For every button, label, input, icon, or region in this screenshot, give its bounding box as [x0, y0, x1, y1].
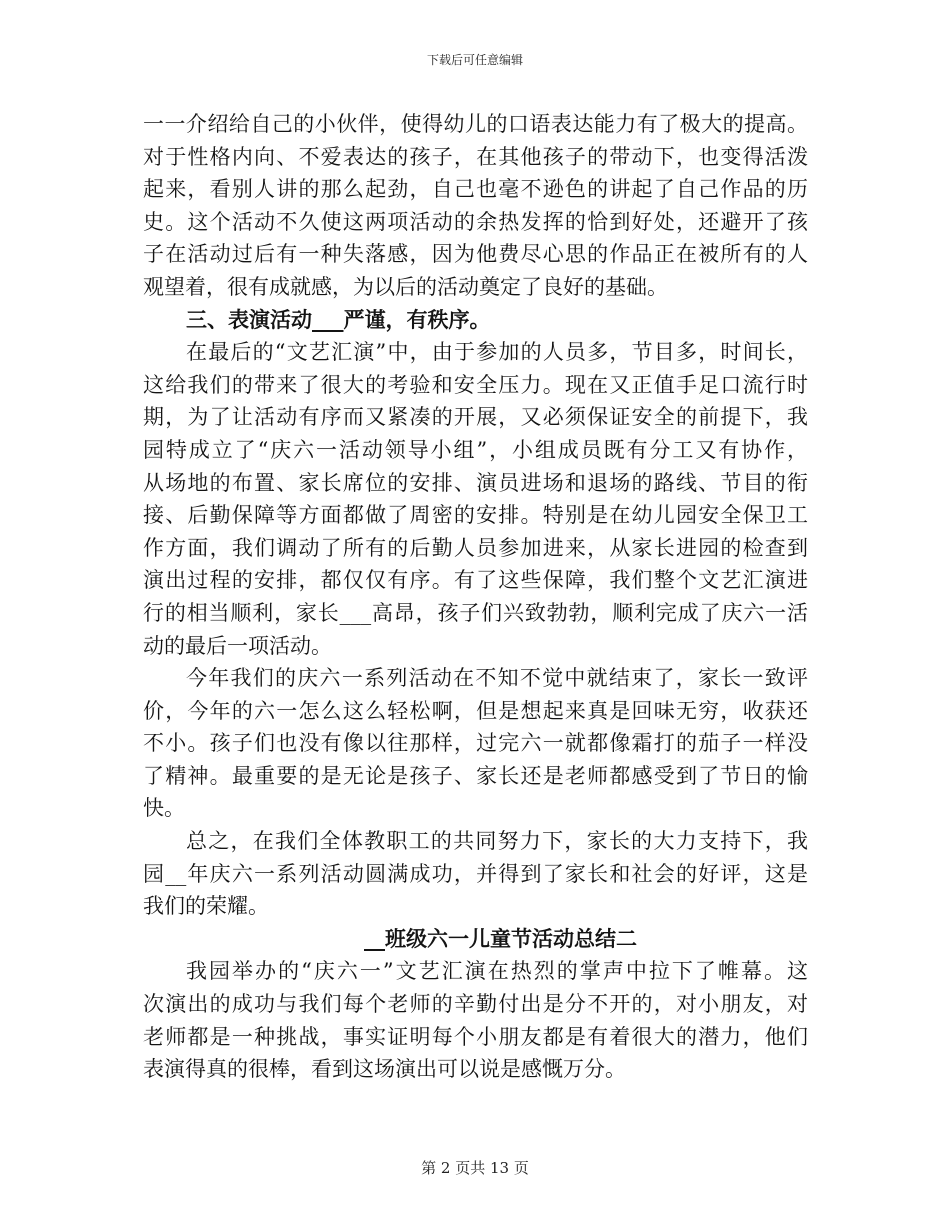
page-body — [143, 108, 808, 1086]
para5-line-4: 表演得真的很棒，看到这场演出可以说是感慨万分。 — [143, 1057, 626, 1082]
para4-line-1: 总之，在我们全体教职工的共同努力下，家长的大力支持下，我 — [186, 829, 808, 854]
section-title-summary-two: __班级六一儿童节活动总结二 — [364, 925, 637, 951]
para2-line-8: 演出过程的安排，都仅仅有序。有了这些保障，我们整个文艺汇演进 — [143, 568, 808, 593]
para3-line-4: 了精神。最重要的是无论是孩子、家长还是老师都感受到了节日的愉 — [143, 763, 808, 788]
section-heading-performance: 三、表演活动___严谨，有秩序。 — [186, 306, 491, 332]
para2-line-4: 园特成立了“庆六一活动领导小组”，小组成员既有分工又有协作， — [143, 437, 808, 462]
para1-line-1: 一一介绍给自己的小伙伴，使得幼儿的口语表达能力有了极大的提高。 — [143, 112, 808, 136]
para4-line-2: 园__年庆六一系列活动圆满成功，并得到了家长和社会的好评，这是 — [143, 861, 808, 886]
para3-line-5: 快。 — [143, 796, 185, 821]
para5-line-1: 我园举办的“庆六一”文艺汇演在热烈的掌声中拉下了帷幕。这 — [186, 959, 808, 984]
para3-line-1: 今年我们的庆六一系列活动在不知不觉中就结束了，家长一致评 — [186, 666, 808, 691]
para2-line-3: 期，为了让活动有序而又紧凑的开展，又必须保证安全的前提下，我 — [143, 405, 808, 430]
para1-line-2: 对于性格内向、不爱表达的孩子，在其他孩子的带动下，也变得活泼 — [143, 144, 808, 169]
para3-line-2: 价，今年的六一怎么这么轻松啊，但是想起来真是回味无穷，收获还 — [143, 698, 808, 723]
para5-line-2: 次演出的成功与我们每个老师的辛勤付出是分不开的，对小朋友，对 — [143, 992, 808, 1017]
para2-line-1: 在最后的“文艺汇演”中，由于参加的人员多，节目多，时间长， — [186, 340, 808, 365]
paragraph-2 — [143, 336, 808, 662]
page-header-note: 下载后可任意编辑 — [426, 53, 523, 67]
para2-line-9: 行的相当顺利，家长___高昂，孩子们兴致勃勃，顺利完成了庆六一活 — [143, 600, 808, 625]
para3-line-3: 不小。孩子们也没有像以往那样，过完六一就都像霜打的茄子一样没 — [143, 731, 808, 756]
para2-line-2: 这给我们的带来了很大的考验和安全压力。现在又正值手足口流行时 — [143, 372, 808, 397]
para1-line-4: 史。这个活动不久使这两项活动的余热发挥的恰到好处，还避开了孩 — [143, 209, 808, 234]
para2-line-7: 作方面，我们调动了所有的后勤人员参加进来，从家长进园的检查到 — [143, 535, 808, 560]
paragraph-1 — [143, 108, 808, 304]
para1-line-6: 观望着，很有成就感，为以后的活动奠定了良好的基础。 — [143, 274, 668, 299]
paragraph-5 — [143, 955, 808, 1085]
para5-line-3: 老师都是一种挑战，事实证明每个小朋友都是有着很大的潜力，他们 — [143, 1024, 808, 1049]
para1-line-5: 子在活动过后有一种失落感，因为他费尽心思的作品正在被所有的人 — [143, 242, 808, 267]
paragraph-4 — [143, 825, 808, 923]
para1-line-3: 起来，看别人讲的那么起劲，自己也毫不逊色的讲起了自己作品的历 — [143, 177, 808, 202]
page-number-footer: 第 2 页共 13 页 — [421, 1159, 529, 1177]
para2-line-6: 接、后勤保障等方面都做了周密的安排。特别是在幼儿园安全保卫工 — [143, 503, 808, 528]
para2-line-10: 动的最后一项活动。 — [143, 633, 332, 658]
paragraph-3 — [143, 662, 808, 825]
para4-line-3: 我们的荣耀。 — [143, 894, 269, 919]
para2-line-5: 从场地的布置、家长席位的安排、演员进场和退场的路线、节目的衔 — [143, 470, 808, 495]
